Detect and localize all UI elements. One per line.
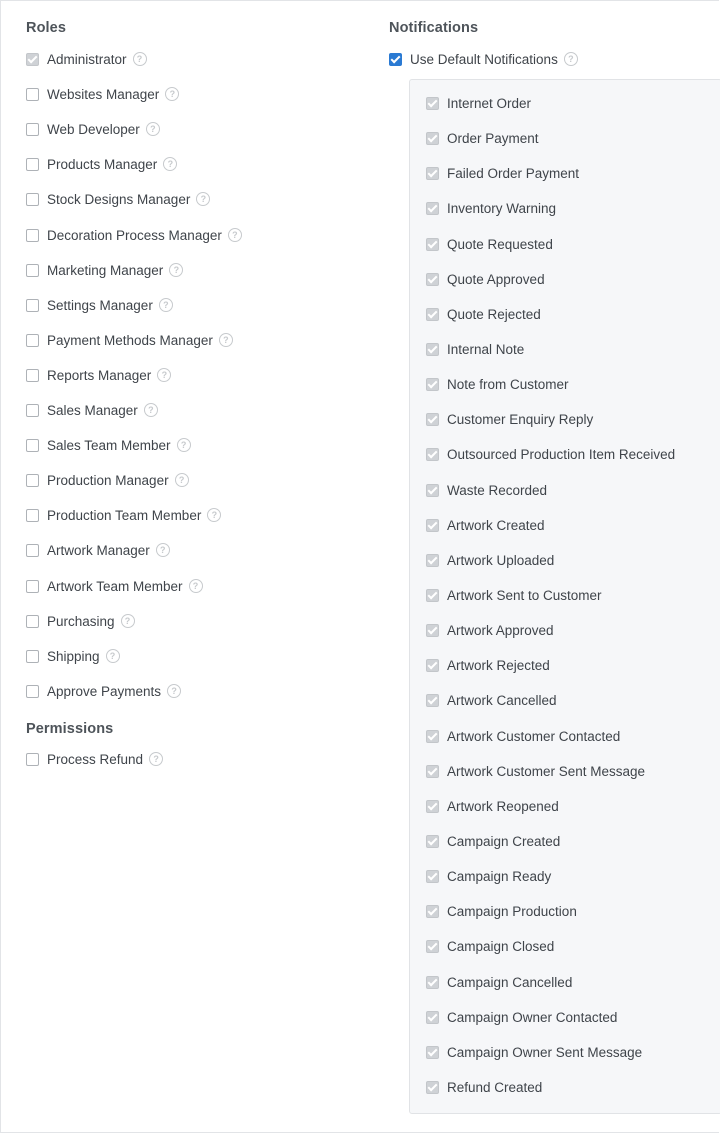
notification-checkbox-campaign-closed-label: Campaign Closed	[447, 938, 555, 954]
notification-checkbox-note-from-customer[interactable]	[426, 374, 569, 394]
role-checkbox-settings-manager[interactable]	[26, 295, 173, 315]
role-checkbox-products-manager-label: Products Manager	[47, 156, 158, 172]
notification-checkbox-artwork-reopened-label: Artwork Reopened	[447, 798, 559, 814]
role-checkbox-artwork-manager-label: Artwork Manager	[47, 542, 150, 558]
notification-checkbox-artwork-sent-to-customer-label: Artwork Sent to Customer	[447, 587, 602, 603]
checkbox-icon[interactable]	[26, 615, 39, 628]
role-checkbox-administrator[interactable]	[26, 49, 147, 69]
notification-checkbox-quote-requested-label: Quote Requested	[447, 236, 553, 252]
checkbox-icon[interactable]	[26, 193, 39, 206]
notifications-heading: Notifications	[389, 20, 479, 36]
notification-checkbox-artwork-rejected[interactable]	[426, 655, 550, 675]
checkbox-checked-icon[interactable]	[426, 835, 439, 848]
role-checkbox-production-manager[interactable]	[26, 470, 189, 490]
role-checkbox-stock-designs-manager-label: Stock Designs Manager	[47, 191, 191, 207]
role-checkbox-web-developer-label: Web Developer	[47, 121, 140, 137]
checkbox-checked-icon[interactable]	[426, 273, 439, 286]
notification-checkbox-outsourced-production-item-received-label: Outsourced Production Item Received	[447, 446, 676, 462]
notification-checkbox-quote-rejected[interactable]	[426, 304, 541, 324]
role-checkbox-sales-team-member-label: Sales Team Member	[47, 437, 171, 453]
help-icon[interactable]: ?	[219, 333, 233, 347]
role-checkbox-production-manager-label: Production Manager	[47, 472, 169, 488]
role-checkbox-reports-manager[interactable]	[26, 365, 171, 385]
role-checkbox-approve-payments[interactable]	[26, 681, 181, 701]
role-checkbox-artwork-manager[interactable]	[26, 540, 170, 560]
checkbox-icon[interactable]	[26, 229, 39, 242]
help-icon[interactable]: ?	[106, 649, 120, 663]
notification-checkbox-artwork-approved[interactable]	[426, 620, 554, 640]
role-checkbox-sales-manager[interactable]	[26, 400, 158, 420]
notification-checkbox-artwork-approved-label: Artwork Approved	[447, 622, 554, 638]
role-checkbox-artwork-team-member[interactable]	[26, 576, 203, 596]
role-checkbox-web-developer[interactable]	[26, 119, 160, 139]
notification-checkbox-artwork-uploaded-label: Artwork Uploaded	[447, 552, 555, 568]
role-checkbox-marketing-manager[interactable]	[26, 260, 183, 280]
notification-checkbox-artwork-customer-contacted[interactable]	[426, 726, 620, 746]
checkbox-checked-icon[interactable]	[426, 202, 439, 215]
notification-checkbox-campaign-owner-contacted[interactable]	[426, 1007, 617, 1027]
checkbox-checked-icon[interactable]	[426, 624, 439, 637]
role-checkbox-purchasing-label: Purchasing	[47, 613, 115, 629]
help-icon[interactable]: ?	[146, 122, 160, 136]
notification-checkbox-quote-approved-label: Quote Approved	[447, 271, 545, 287]
help-icon[interactable]: ?	[149, 752, 163, 766]
checkbox-icon[interactable]	[26, 685, 39, 698]
permission-checkbox-process-refund-label: Process Refund	[47, 751, 144, 767]
notification-checkbox-campaign-cancelled-label: Campaign Cancelled	[447, 974, 573, 990]
notification-checkbox-refund-created-label: Refund Created	[447, 1079, 543, 1095]
role-checkbox-websites-manager[interactable]	[26, 84, 179, 104]
permission-checkbox-process-refund[interactable]	[26, 749, 163, 769]
role-checkbox-websites-manager-label: Websites Manager	[47, 86, 160, 102]
notification-checkbox-campaign-cancelled[interactable]	[426, 972, 572, 992]
checkbox-icon[interactable]	[26, 404, 39, 417]
checkbox-icon[interactable]	[26, 334, 39, 347]
role-checkbox-products-manager[interactable]	[26, 154, 177, 174]
help-icon[interactable]: ?	[159, 298, 173, 312]
checkbox-checked-icon[interactable]	[389, 53, 402, 66]
help-icon[interactable]: ?	[228, 228, 242, 242]
notification-checkbox-artwork-reopened[interactable]	[426, 796, 559, 816]
notifications-panel	[409, 79, 720, 1114]
notification-checkbox-failed-order-payment[interactable]	[426, 163, 579, 183]
checkbox-icon[interactable]	[26, 158, 39, 171]
help-icon[interactable]: ?	[564, 52, 578, 66]
checkbox-checked-icon[interactable]	[426, 589, 439, 602]
notification-checkbox-order-payment-label: Order Payment	[447, 130, 539, 146]
notification-checkbox-refund-created[interactable]	[426, 1077, 542, 1097]
notification-checkbox-order-payment[interactable]	[426, 128, 539, 148]
notification-checkbox-internet-order[interactable]	[426, 93, 531, 113]
checkbox-icon[interactable]	[26, 544, 39, 557]
help-icon[interactable]: ?	[207, 508, 221, 522]
checkbox-checked-icon[interactable]	[426, 519, 439, 532]
help-icon[interactable]: ?	[189, 579, 203, 593]
notification-checkbox-campaign-created-label: Campaign Created	[447, 833, 561, 849]
checkbox-icon[interactable]	[26, 439, 39, 452]
help-icon[interactable]: ?	[144, 403, 158, 417]
notification-checkbox-quote-rejected-label: Quote Rejected	[447, 306, 541, 322]
checkbox-checked-icon[interactable]	[426, 976, 439, 989]
checkbox-icon[interactable]	[26, 369, 39, 382]
notification-checkbox-note-from-customer-label: Note from Customer	[447, 376, 569, 392]
help-icon[interactable]: ?	[165, 87, 179, 101]
roles-heading: Roles	[26, 20, 66, 36]
checkbox-icon[interactable]	[26, 123, 39, 136]
notification-checkbox-inventory-warning-label: Inventory Warning	[447, 200, 557, 216]
checkbox-checked-icon[interactable]	[426, 940, 439, 953]
notification-checkbox-quote-approved[interactable]	[426, 269, 545, 289]
notification-checkbox-artwork-cancelled[interactable]	[426, 690, 557, 710]
role-checkbox-settings-manager-label: Settings Manager	[47, 297, 153, 313]
help-icon[interactable]: ?	[157, 368, 171, 382]
notification-checkbox-internal-note[interactable]	[426, 339, 524, 359]
notification-checkbox-campaign-created[interactable]	[426, 831, 560, 851]
checkbox-checked-icon[interactable]	[426, 1011, 439, 1024]
role-checkbox-payment-methods-manager-label: Payment Methods Manager	[47, 332, 213, 348]
notification-checkbox-campaign-owner-contacted-label: Campaign Owner Contacted	[447, 1009, 618, 1025]
checkbox-icon[interactable]	[26, 509, 39, 522]
help-icon[interactable]: ?	[121, 614, 135, 628]
checkbox-checked-icon[interactable]	[426, 800, 439, 813]
notification-checkbox-campaign-production[interactable]	[426, 901, 577, 921]
checkbox-checked-icon[interactable]	[426, 905, 439, 918]
checkbox-icon[interactable]	[26, 580, 39, 593]
role-checkbox-administrator-label: Administrator	[47, 51, 127, 67]
notification-checkbox-waste-recorded[interactable]	[426, 480, 547, 500]
checkbox-icon[interactable]	[26, 474, 39, 487]
help-icon[interactable]: ?	[177, 438, 191, 452]
notification-checkbox-campaign-ready[interactable]	[426, 866, 551, 886]
checkbox-checked-icon[interactable]	[426, 413, 439, 426]
help-icon[interactable]: ?	[175, 473, 189, 487]
role-checkbox-shipping[interactable]	[26, 646, 120, 666]
checkbox-checked-icon[interactable]	[426, 765, 439, 778]
notification-checkbox-inventory-warning[interactable]	[426, 198, 556, 218]
checkbox-checked-icon[interactable]	[426, 378, 439, 391]
checkbox-checked-icon[interactable]	[426, 659, 439, 672]
checkbox-checked-icon[interactable]	[426, 694, 439, 707]
notification-checkbox-artwork-created[interactable]	[426, 515, 545, 535]
checkbox-checked-icon[interactable]	[26, 53, 39, 66]
role-checkbox-approve-payments-label: Approve Payments	[47, 683, 162, 699]
checkbox-icon[interactable]	[26, 88, 39, 101]
role-checkbox-decoration-process-manager[interactable]	[26, 225, 242, 245]
notification-checkbox-internet-order-label: Internet Order	[447, 95, 532, 111]
checkbox-icon[interactable]	[26, 753, 39, 766]
role-checkbox-payment-methods-manager[interactable]	[26, 330, 233, 350]
checkbox-icon[interactable]	[26, 650, 39, 663]
checkbox-checked-icon[interactable]	[426, 1046, 439, 1059]
role-checkbox-production-team-member-label: Production Team Member	[47, 507, 202, 523]
use-default-notifications-label: Use Default Notifications	[410, 51, 558, 67]
help-icon[interactable]: ?	[133, 52, 147, 66]
role-checkbox-stock-designs-manager[interactable]	[26, 189, 210, 209]
checkbox-checked-icon[interactable]	[426, 343, 439, 356]
checkbox-checked-icon[interactable]	[426, 132, 439, 145]
checkbox-checked-icon[interactable]	[426, 238, 439, 251]
role-checkbox-sales-manager-label: Sales Manager	[47, 402, 138, 418]
checkbox-checked-icon[interactable]	[426, 554, 439, 567]
checkbox-checked-icon[interactable]	[426, 97, 439, 110]
notification-checkbox-campaign-production-label: Campaign Production	[447, 903, 577, 919]
checkbox-checked-icon[interactable]	[426, 484, 439, 497]
role-checkbox-decoration-process-manager-label: Decoration Process Manager	[47, 227, 222, 243]
notification-checkbox-customer-enquiry-reply[interactable]	[426, 409, 593, 429]
role-checkbox-marketing-manager-label: Marketing Manager	[47, 262, 164, 278]
role-checkbox-production-team-member[interactable]	[26, 505, 221, 525]
notification-checkbox-campaign-owner-sent-message[interactable]	[426, 1042, 642, 1062]
use-default-notifications-checkbox[interactable]	[389, 49, 578, 69]
notification-checkbox-campaign-closed[interactable]	[426, 936, 554, 956]
notification-checkbox-artwork-cancelled-label: Artwork Cancelled	[447, 692, 557, 708]
checkbox-checked-icon[interactable]	[426, 448, 439, 461]
checkbox-checked-icon[interactable]	[426, 308, 439, 321]
notification-checkbox-artwork-uploaded[interactable]	[426, 550, 554, 570]
notification-checkbox-failed-order-payment-label: Failed Order Payment	[447, 165, 580, 181]
notification-checkbox-artwork-rejected-label: Artwork Rejected	[447, 657, 550, 673]
help-icon[interactable]: ?	[156, 543, 170, 557]
permissions-heading: Permissions	[26, 721, 114, 737]
role-checkbox-shipping-label: Shipping	[47, 648, 100, 664]
notification-checkbox-customer-enquiry-reply-label: Customer Enquiry Reply	[447, 411, 594, 427]
role-checkbox-reports-manager-label: Reports Manager	[47, 367, 152, 383]
help-icon[interactable]: ?	[167, 684, 181, 698]
checkbox-icon[interactable]	[26, 299, 39, 312]
help-icon[interactable]: ?	[169, 263, 183, 277]
notification-checkbox-campaign-ready-label: Campaign Ready	[447, 868, 552, 884]
notification-checkbox-waste-recorded-label: Waste Recorded	[447, 482, 548, 498]
role-checkbox-purchasing[interactable]	[26, 611, 135, 631]
role-checkbox-sales-team-member[interactable]	[26, 435, 191, 455]
help-icon[interactable]: ?	[196, 192, 210, 206]
notification-checkbox-internal-note-label: Internal Note	[447, 341, 525, 357]
checkbox-checked-icon[interactable]	[426, 167, 439, 180]
notification-checkbox-artwork-customer-sent-message[interactable]	[426, 761, 645, 781]
notification-checkbox-artwork-created-label: Artwork Created	[447, 517, 545, 533]
notification-checkbox-artwork-customer-contacted-label: Artwork Customer Contacted	[447, 728, 621, 744]
checkbox-checked-icon[interactable]	[426, 730, 439, 743]
role-checkbox-artwork-team-member-label: Artwork Team Member	[47, 578, 183, 594]
notification-checkbox-artwork-customer-sent-message-label: Artwork Customer Sent Message	[447, 763, 646, 779]
notification-checkbox-outsourced-production-item-received[interactable]	[426, 444, 675, 464]
notification-checkbox-quote-requested[interactable]	[426, 234, 553, 254]
notification-checkbox-campaign-owner-sent-message-label: Campaign Owner Sent Message	[447, 1044, 643, 1060]
checkbox-checked-icon[interactable]	[426, 1081, 439, 1094]
checkbox-icon[interactable]	[26, 264, 39, 277]
help-icon[interactable]: ?	[163, 157, 177, 171]
notification-checkbox-artwork-sent-to-customer[interactable]	[426, 585, 602, 605]
checkbox-checked-icon[interactable]	[426, 870, 439, 883]
